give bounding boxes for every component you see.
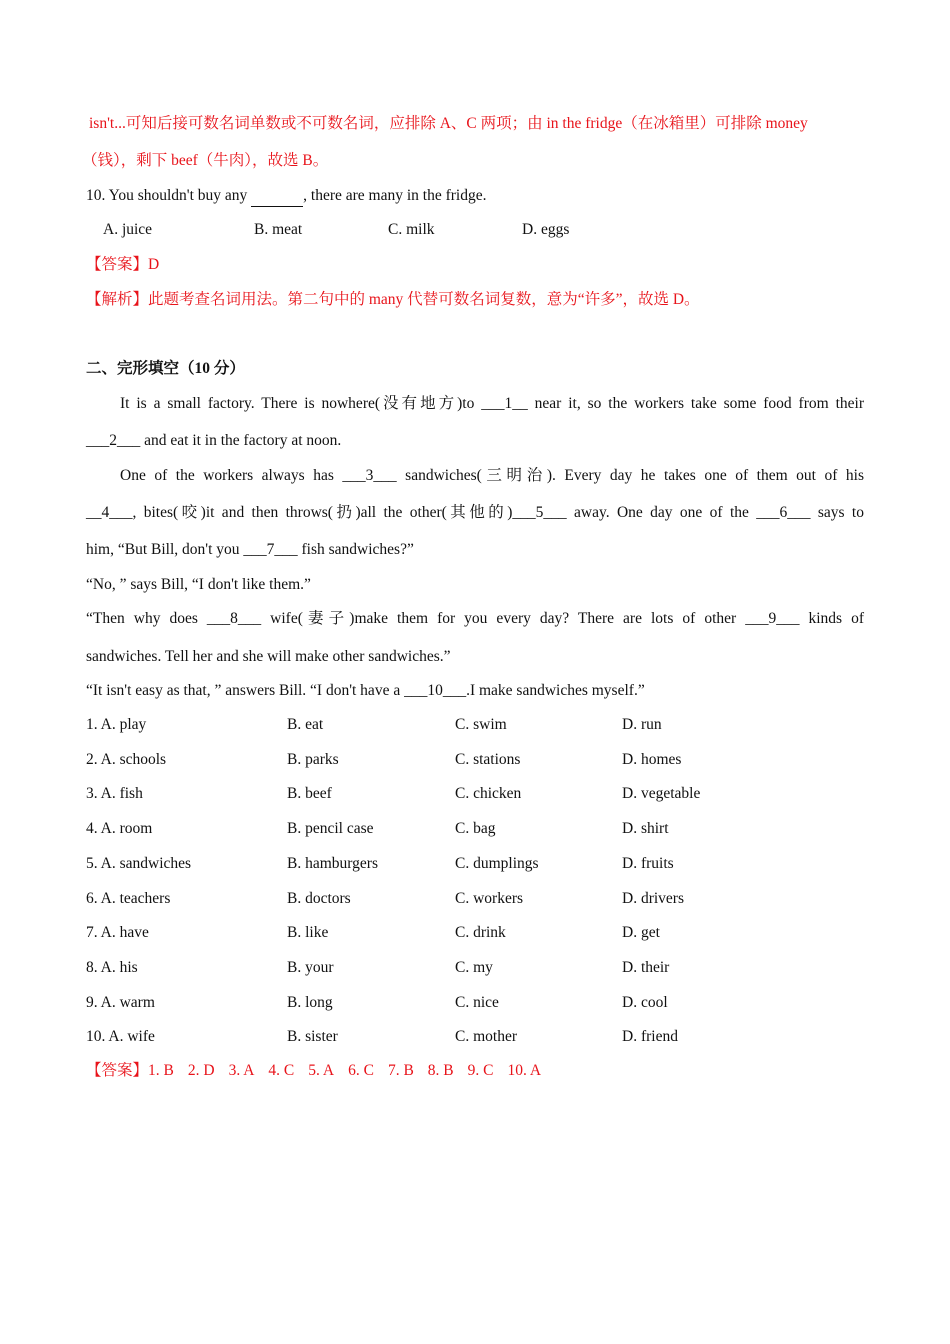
- cloze-q2-option-c: C. stations: [455, 750, 521, 768]
- cloze-q4-option-b: B. pencil case: [287, 820, 374, 838]
- carryover-analysis-line-1: isn't...可知后接可数名词单数或不可数名词，应排除 A、C 两项；由 in the fridge（在冰箱里）可排除 money: [89, 115, 808, 132]
- question-10-option-b: B. meat: [254, 221, 303, 238]
- cloze-q10-option-c: C. mother: [455, 1028, 517, 1046]
- answer-key-item: 2. D: [187, 1062, 215, 1079]
- cloze-q6-option-c: C. workers: [455, 889, 524, 907]
- question-10-analysis: 【解析】此题考查名词用法。第二句中的 many 代替可数名词复数，意为“许多”，故选 D。: [86, 291, 700, 308]
- cloze-q2-option-d: D. homes: [622, 750, 682, 768]
- cloze-q5-option-c: C. dumplings: [455, 854, 539, 872]
- cloze-q8-option-d: D. their: [622, 958, 670, 976]
- passage-line-2: ___2___ and eat it in the factory at noon.: [86, 432, 342, 449]
- section-2-answer-key: [86, 1061, 555, 1081]
- cloze-q7-option-c: C. drink: [455, 924, 506, 942]
- cloze-q7-option-d: D. get: [622, 924, 660, 942]
- answer-key-label: 【答案】: [86, 1062, 149, 1079]
- question-10-option-a: A. juice: [103, 221, 153, 238]
- question-10-stem: [86, 186, 486, 207]
- cloze-q3-option-d: D. vegetable: [622, 785, 701, 803]
- answer-key-item: 6. C: [348, 1062, 374, 1079]
- passage-line-7: “Then why does ___8___ wife(妻子)make them for you every day? There are lots of other ___9___ kinds of: [86, 610, 864, 627]
- cloze-q5-option-b: B. hamburgers: [287, 854, 378, 872]
- answer-key-item: 9. C: [467, 1062, 494, 1079]
- answer-key-item: 3. A: [228, 1062, 255, 1079]
- cloze-q4-option-c: C. bag: [455, 820, 496, 838]
- cloze-q2-option-b: B. parks: [287, 750, 339, 768]
- cloze-q1-option-b: B. eat: [287, 716, 324, 733]
- cloze-q6-option-b: B. doctors: [287, 889, 351, 907]
- answer-key-item: 1. B: [148, 1062, 174, 1079]
- cloze-q7-option-a: 7. A. have: [86, 924, 149, 942]
- cloze-q2-option-a: 2. A. schools: [86, 750, 167, 768]
- cloze-q10-option-a: 10. A. wife: [86, 1028, 155, 1046]
- cloze-q9-option-c: C. nice: [455, 993, 499, 1011]
- answer-key-item: 7. B: [387, 1062, 414, 1079]
- answer-key-item: 8. B: [427, 1062, 454, 1079]
- cloze-q8-option-b: B. your: [287, 958, 334, 976]
- cloze-q7-option-b: B. like: [287, 924, 329, 942]
- passage-line-3: One of the workers always has ___3___ sandwiches(三明治). Every day he takes one of them out of his: [120, 467, 864, 484]
- cloze-q10-option-d: D. friend: [622, 1028, 678, 1046]
- cloze-q3-option-b: B. beef: [287, 785, 332, 803]
- section-2-title: 二、完形填空（10 分）: [86, 360, 245, 377]
- passage-line-8: sandwiches. Tell her and she will make other sandwiches.”: [86, 648, 451, 665]
- cloze-q5-option-d: D. fruits: [622, 854, 674, 872]
- question-10-blank: [251, 186, 303, 207]
- question-10-option-d: D. eggs: [522, 221, 570, 238]
- cloze-q9-option-a: 9. A. warm: [86, 993, 155, 1011]
- cloze-q6-option-a: 6. A. teachers: [86, 889, 171, 907]
- passage-line-6: “No, ” says Bill, “I don't like them.”: [86, 576, 311, 593]
- passage-line-9: “It isn't easy as that, ” answers Bill. “I don't have a ___10___.I make sandwiches myself.”: [86, 682, 645, 699]
- cloze-q8-option-a: 8. A. his: [86, 958, 138, 976]
- cloze-q8-option-c: C. my: [455, 958, 493, 976]
- question-10-stem-after: , there are many in the fridge.: [303, 187, 487, 204]
- cloze-q5-option-a: 5. A. sandwiches: [86, 854, 192, 872]
- answer-key-item: 5. A: [308, 1062, 335, 1079]
- cloze-q1-option-d: D. run: [622, 716, 662, 733]
- passage-line-1: It is a small factory. There is nowhere(没有地方)to ___1__ near it, so the workers take some food from their: [120, 395, 864, 412]
- passage-line-4: __4___, bites(咬)it and then throws(扔)all the other(其他的)___5___ away. One day one of the ___6___ says to: [86, 504, 864, 521]
- answer-key-item: 4. C: [268, 1062, 295, 1079]
- cloze-q4-option-d: D. shirt: [622, 820, 669, 838]
- cloze-q10-option-b: B. sister: [287, 1028, 338, 1046]
- passage-line-5: him, “But Bill, don't you ___7___ fish sandwiches?”: [86, 541, 414, 558]
- answer-key-item: 10. A: [507, 1062, 542, 1079]
- cloze-q1-option-a: 1. A. play: [86, 716, 147, 733]
- carryover-analysis-line-2: （钱），剩下 beef（牛肉），故选 B。: [82, 152, 329, 169]
- cloze-q1-option-c: C. swim: [455, 716, 507, 733]
- cloze-q9-option-d: D. cool: [622, 993, 668, 1011]
- question-10-answer: 【答案】D: [86, 256, 160, 273]
- question-10-stem-before: 10. You shouldn't buy any: [86, 187, 252, 204]
- cloze-q9-option-b: B. long: [287, 993, 333, 1011]
- cloze-q3-option-c: C. chicken: [455, 785, 522, 803]
- cloze-q3-option-a: 3. A. fish: [86, 785, 143, 803]
- cloze-q4-option-a: 4. A. room: [86, 820, 153, 838]
- cloze-q6-option-d: D. drivers: [622, 889, 684, 907]
- question-10-option-c: C. milk: [388, 221, 435, 238]
